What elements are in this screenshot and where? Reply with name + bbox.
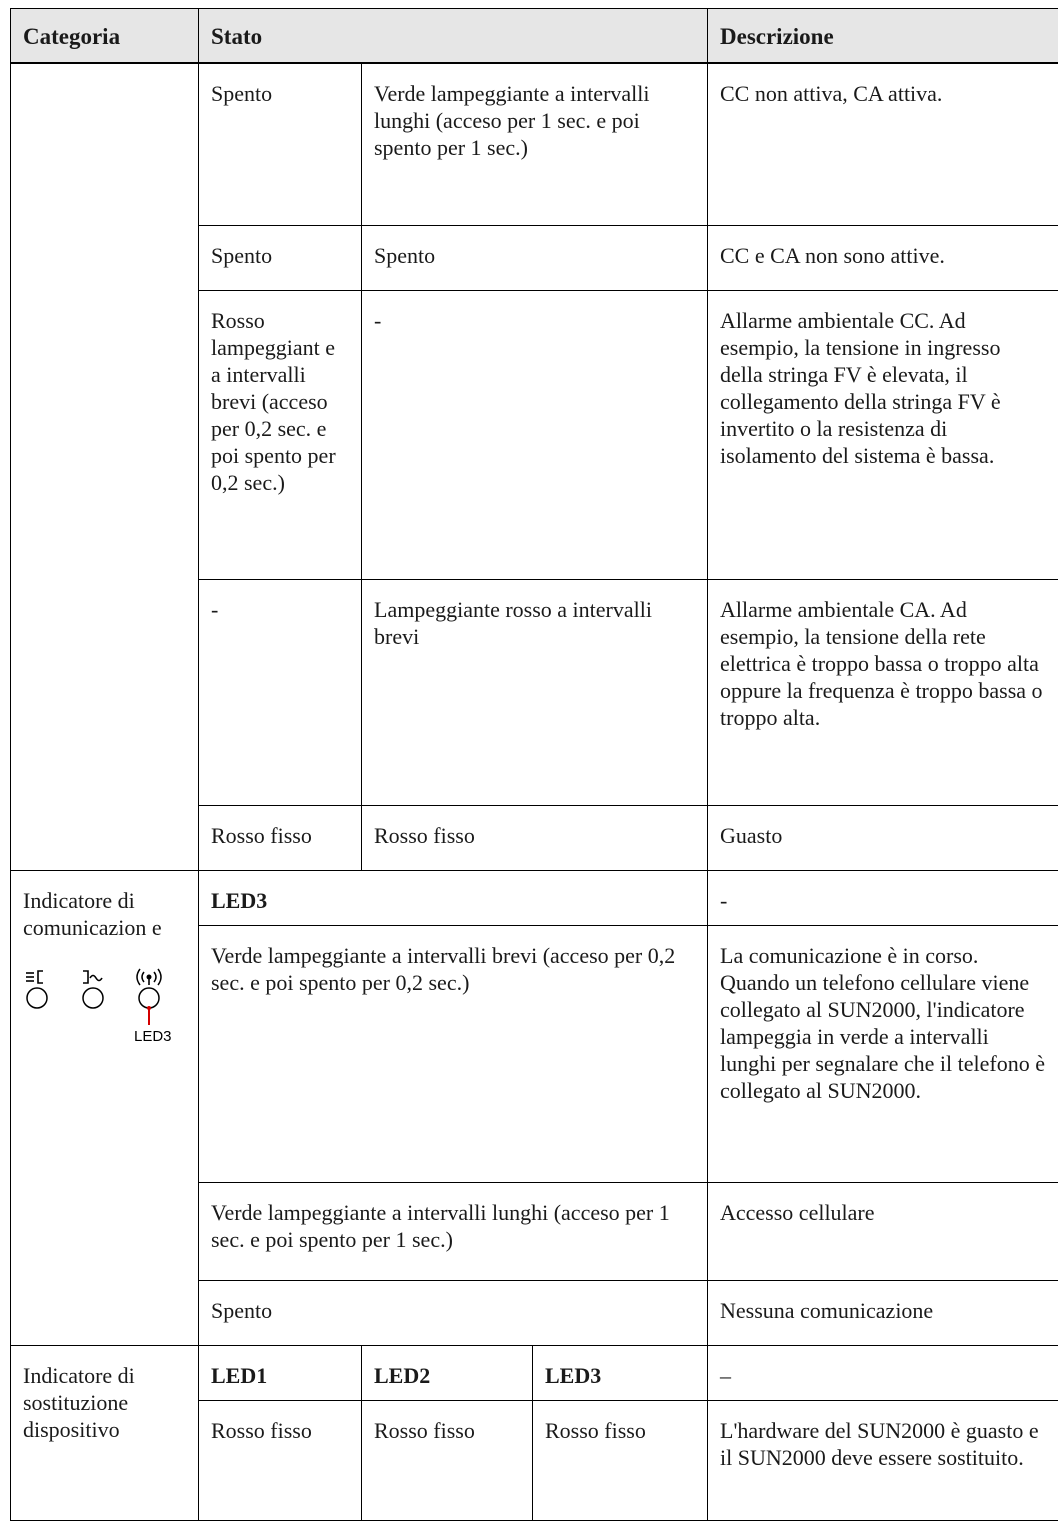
led-indicator-table xyxy=(10,8,1058,1521)
description-subheader: - xyxy=(708,870,1058,925)
callout-dot xyxy=(147,1006,151,1010)
table-row xyxy=(11,870,1058,925)
state-cell: Spento xyxy=(199,1280,708,1345)
ac-wave-icon xyxy=(83,971,102,983)
led2-state-cell: - xyxy=(362,290,708,579)
led1-state-cell: Spento xyxy=(199,63,362,225)
table-header-row xyxy=(11,9,1058,64)
category-cell-replacement: Indicatore di sostituzione dispositivo xyxy=(11,1345,199,1520)
led2-subheader: LED2 xyxy=(362,1345,533,1400)
led2-state-cell: Lampeggiante rosso a intervalli brevi xyxy=(362,579,708,805)
led2-state-cell: Rosso fisso xyxy=(362,1400,533,1520)
description-subheader: – xyxy=(708,1345,1058,1400)
category-cell-continued xyxy=(11,63,199,870)
description-cell: Guasto xyxy=(708,805,1058,870)
led1-state-cell: Rosso fisso xyxy=(199,1400,362,1520)
header-state: Stato xyxy=(199,9,708,64)
document-page xyxy=(10,8,1058,1521)
led3-callout-label: LED3 xyxy=(134,1028,172,1045)
table-row xyxy=(11,1345,1058,1400)
led2-state-cell: Spento xyxy=(362,225,708,290)
led3-subheader: LED3 xyxy=(533,1345,708,1400)
description-cell: Allarme ambientale CC. Ad esempio, la tensione in ingresso della stringa FV è elevata, il collegamento della stringa FV è invertito o la resistenza di isolamento del sistema è bassa. xyxy=(708,290,1058,579)
led3-state-cell: Rosso fisso xyxy=(533,1400,708,1520)
state-subheader: LED3 xyxy=(199,870,708,925)
description-cell: CC non attiva, CA attiva. xyxy=(708,63,1058,225)
dc-plug-icon xyxy=(26,971,43,983)
led-panel-figure xyxy=(23,953,193,1053)
description-cell: Nessuna comunicazione xyxy=(708,1280,1058,1345)
category-label: Indicatore di comunicazion e xyxy=(23,887,186,941)
header-category: Categoria xyxy=(11,9,199,64)
description-cell: La comunicazione è in corso. Quando un telefono cellulare viene collegato al SUN2000, l'indicatore lampeggia in verde a intervalli lunghi per segnalare che il telefono è collegato al SUN2000. xyxy=(708,925,1058,1182)
led1-state-cell: Rosso lampeggiant e a intervalli brevi (acceso per 0,2 sec. e poi spento per 0,2 sec.) xyxy=(199,290,362,579)
table-row xyxy=(11,63,1058,225)
state-cell: Verde lampeggiante a intervalli brevi (acceso per 0,2 sec. e poi spento per 0,2 sec.) xyxy=(199,925,708,1182)
led3-indicator-circle xyxy=(139,988,159,1008)
description-cell: L'hardware del SUN2000 è guasto e il SUN2000 deve essere sostituito. xyxy=(708,1400,1058,1520)
category-cell-communication xyxy=(11,870,199,1345)
led2-indicator-circle xyxy=(83,988,103,1008)
wireless-signal-icon xyxy=(137,969,161,985)
led1-state-cell: Rosso fisso xyxy=(199,805,362,870)
description-cell: Accesso cellulare xyxy=(708,1182,1058,1280)
led1-subheader: LED1 xyxy=(199,1345,362,1400)
state-cell: Verde lampeggiante a intervalli lunghi (acceso per 1 sec. e poi spento per 1 sec.) xyxy=(199,1182,708,1280)
description-cell: Allarme ambientale CA. Ad esempio, la tensione della rete elettrica è troppo bassa o troppo alta oppure la frequenza è troppo bassa o troppo alta. xyxy=(708,579,1058,805)
led1-state-cell: - xyxy=(199,579,362,805)
description-cell: CC e CA non sono attive. xyxy=(708,225,1058,290)
led1-indicator-circle xyxy=(27,988,47,1008)
led2-state-cell: Rosso fisso xyxy=(362,805,708,870)
header-description: Descrizione xyxy=(708,9,1058,64)
led1-state-cell: Spento xyxy=(199,225,362,290)
led2-state-cell: Verde lampeggiante a intervalli lunghi (acceso per 1 sec. e poi spento per 1 sec.) xyxy=(362,63,708,225)
